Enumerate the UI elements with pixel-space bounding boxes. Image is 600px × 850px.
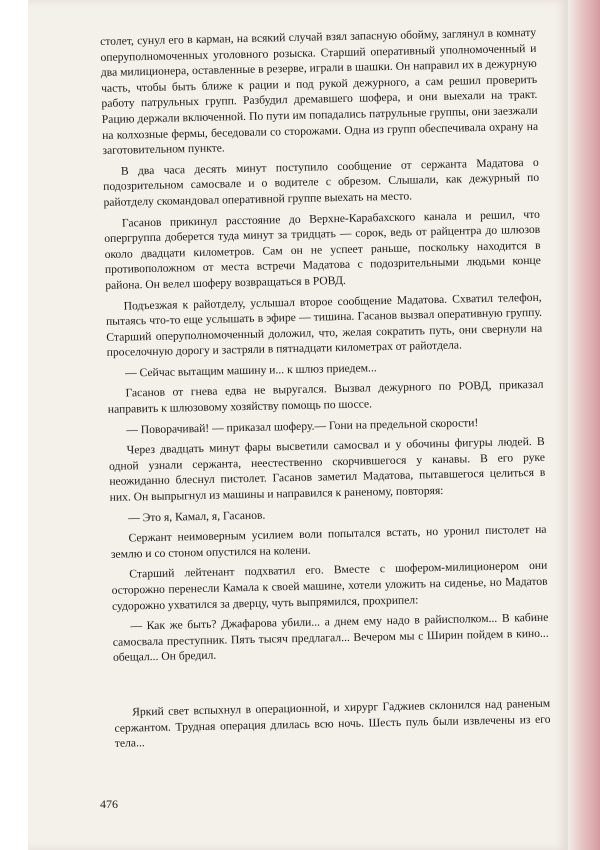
page-edge <box>568 0 600 850</box>
paragraph: Гасанов от гнева едва не выругался. Вызвал дежурного по РОВД, приказал направить к шлюзовому хозяйству помощь по шоссе. <box>107 378 544 416</box>
closing-paragraph: Яркий свет вспыхнул в операционной, и хирург Гаджиев склонился над раненым сержантом. Трудная операция длилась всю ночь. Шесть пуль были извлечены из его тела... <box>114 696 551 750</box>
page-number: 476 <box>100 797 118 811</box>
paragraph: В два часа десять минут поступило сообщение от сержанта Мадатова о подозрительном самосвале и о водителе с обрезом. Слышали, как дежурный по райотделу скомандовал оперативной группе выехать на место. <box>103 155 540 209</box>
paragraph: Гасанов прикинул расстояние до Верхне-Карабахского канала и решил, что опергруппа доберется туда минут за тридцать — сорок, ведь от райцентра до шлюзов около двадцати километров. Сам он не успеет раньше, поскольку находится в противоположном от места встречи Мадатова с подозрительными людьми конце района. Он велел шоферу возвращаться в РОВД. <box>104 207 541 292</box>
paragraph: Подъезжая к райотделу, услышал второе сообщение Мадатова. Схватил телефон, пытаясь что-то еще услышать в эфире — тишина. Гасанов вызвал оперативную группу. Старший оперуполномоченный доложил, что, желая сократить путь, они свернули на проселочную дорогу и застряли в пятнадцати километрах от райотдела. <box>105 290 543 360</box>
paragraph: Через двадцать минут фары высветили самосвал и у обочины фигуры людей. В одной узнали сержанта, неестественно скорчившегося у канавы. В его руке неожиданно блеснул пистолет. Гасанов заметил Мадатова, пытавшегося целиться в них. Он выпрыгнул из машины и направился к раненому, повторяя: <box>108 435 546 504</box>
paragraph: — Поворачивай! — приказал шоферу.— Гони на предельной скорости! <box>126 415 479 437</box>
paragraph: Сержант неимоверным усилием воли попытался встать, но уронил пистолет на землю и со стоном опустился на колени. <box>110 522 547 561</box>
paragraph: — Сейчас вытащим машину и... к шлюз приедем... <box>124 361 377 380</box>
paragraph: Старший лейтенант подхватил его. Вместе с шофером-милиционером они осторожно перенесли Камала к своей машине, хотели уложить на сиденье, но Мадатов судорожно ухватился за дверцу, чуть выпрямился, прохрипел: <box>111 559 548 613</box>
paragraph: столет, сунул его в карман, на всякий случай взял запасную обойму, заглянул в комнату оперуполномоченных уголовного розыска. Старший оперативный уполномоченный и два милиционера, оставленные в резерве, играли в шашки. Он направил их в дежурную часть, чтобы быть ближе к рации и под рукой дежурного, а сам решил проверить работу патрульных групп. Разбудил дремавшего шофера, и они выехали на тракт. Рацию держали включенной. По пути им попадались патрульные группы, они заезжали на колхозные фермы, беседовали со сторожами. Одна из групп обеспечивала охрану на заготовительном пункте. <box>100 25 539 158</box>
paragraph: — Это я, Камал, я, Гасанов. <box>127 508 266 525</box>
page-text <box>100 25 551 757</box>
paragraph: — Как же быть? Джафарова убили... а днем ему надо в райисполком... В кабине самосвала преступник. Пять тысяч предлагал... Вечером мы с Ширин пойдем в кино... обещал... Он бредил. <box>112 610 549 665</box>
